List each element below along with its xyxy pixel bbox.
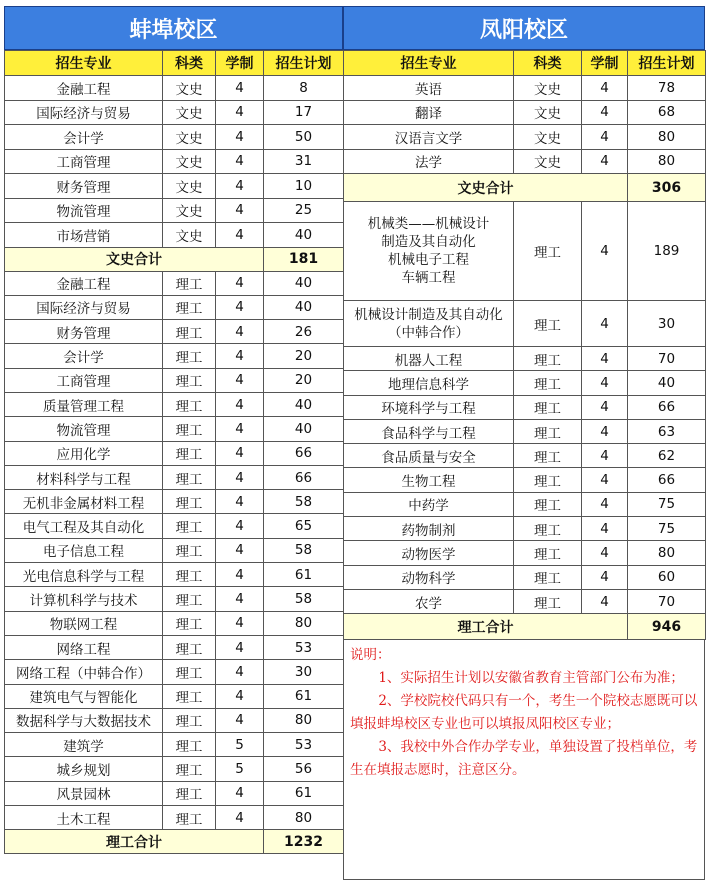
plan-cell: 75 — [628, 492, 706, 516]
table-row — [5, 611, 344, 635]
category-cell: 理工 — [163, 271, 216, 295]
years-cell: 4 — [582, 492, 628, 516]
years-cell: 4 — [216, 76, 264, 101]
years-cell: 4 — [216, 514, 264, 538]
arts-total-label: 文史合计 — [344, 174, 628, 202]
major-cell: 质量管理工程 — [5, 392, 163, 416]
plan-cell: 66 — [264, 441, 344, 465]
major-cell: 财务管理 — [5, 320, 163, 344]
category-cell: 理工 — [163, 465, 216, 489]
note-item: 1、实际招生计划以安徽省教育主管部门公布为准； — [378, 670, 684, 687]
category-cell: 理工 — [514, 347, 582, 371]
category-cell: 理工 — [514, 517, 582, 541]
years-cell: 4 — [216, 660, 264, 684]
major-cell: 风景园林 — [5, 781, 163, 805]
notes-heading: 说明： — [350, 647, 391, 664]
table-row — [344, 371, 706, 395]
arts-total-value: 306 — [628, 174, 706, 202]
plan-cell: 26 — [264, 320, 344, 344]
category-cell: 文史 — [163, 174, 216, 199]
category-cell: 文史 — [163, 198, 216, 223]
plan-cell: 20 — [264, 368, 344, 392]
category-cell: 理工 — [163, 781, 216, 805]
plan-cell: 31 — [264, 149, 344, 174]
bengbu-campus-panel — [4, 6, 343, 854]
table-row — [5, 125, 344, 150]
major-cell: 工商管理 — [5, 368, 163, 392]
category-cell: 理工 — [163, 806, 216, 830]
plan-cell: 40 — [264, 392, 344, 416]
table-row — [344, 419, 706, 443]
years-cell: 4 — [216, 174, 264, 199]
plan-cell: 80 — [628, 149, 706, 174]
years-cell: 4 — [216, 392, 264, 416]
plan-cell: 189 — [628, 202, 706, 301]
bengbu-campus-title: 蚌埠校区 — [4, 6, 343, 50]
sci-total-value: 946 — [628, 614, 706, 640]
category-cell: 理工 — [514, 589, 582, 613]
category-cell: 文史 — [514, 149, 582, 174]
major-cell: 建筑学 — [5, 733, 163, 757]
major-cell: 电气工程及其自动化 — [5, 514, 163, 538]
major-cell: 工商管理 — [5, 149, 163, 174]
table-row — [5, 514, 344, 538]
plan-cell: 80 — [264, 611, 344, 635]
table-row — [5, 295, 344, 319]
category-cell: 理工 — [163, 392, 216, 416]
table-row — [344, 202, 706, 301]
category-cell: 理工 — [163, 635, 216, 659]
category-cell: 理工 — [163, 344, 216, 368]
plan-cell: 75 — [628, 517, 706, 541]
years-cell: 4 — [216, 149, 264, 174]
years-cell: 4 — [582, 125, 628, 150]
category-cell: 文史 — [163, 149, 216, 174]
table-row — [5, 392, 344, 416]
category-cell: 理工 — [163, 320, 216, 344]
plan-cell: 61 — [264, 684, 344, 708]
major-cell: 地理信息科学 — [344, 371, 514, 395]
years-cell: 4 — [582, 468, 628, 492]
category-cell: 理工 — [163, 538, 216, 562]
plan-cell: 56 — [264, 757, 344, 781]
years-cell: 4 — [216, 587, 264, 611]
table-row — [344, 76, 706, 101]
col-header-plan: 招生计划 — [628, 51, 706, 76]
years-cell: 4 — [216, 635, 264, 659]
years-cell: 4 — [582, 100, 628, 125]
plan-cell: 80 — [628, 541, 706, 565]
major-cell: 物联网工程 — [5, 611, 163, 635]
category-cell: 理工 — [163, 660, 216, 684]
major-cell: 农学 — [344, 589, 514, 613]
category-cell: 文史 — [514, 76, 582, 101]
sci-total-value: 1232 — [264, 830, 344, 854]
major-cell: 中药学 — [344, 492, 514, 516]
table-row — [5, 441, 344, 465]
years-cell: 4 — [582, 541, 628, 565]
table-row — [5, 368, 344, 392]
plan-cell: 58 — [264, 538, 344, 562]
table-row — [5, 198, 344, 223]
category-cell: 文史 — [514, 100, 582, 125]
years-cell: 4 — [216, 684, 264, 708]
years-cell: 4 — [582, 149, 628, 174]
table-row — [5, 757, 344, 781]
table-row — [344, 100, 706, 125]
table-row — [5, 100, 344, 125]
table-row — [344, 589, 706, 613]
major-cell: 机械类——机械设计 制造及其自动化 机械电子工程 车辆工程 — [344, 202, 514, 301]
major-cell: 网络工程 — [5, 635, 163, 659]
plan-cell: 30 — [264, 660, 344, 684]
category-cell: 理工 — [163, 417, 216, 441]
plan-cell: 68 — [628, 100, 706, 125]
table-row — [5, 635, 344, 659]
fengyang-table — [343, 50, 706, 640]
table-row — [5, 781, 344, 805]
table-row — [5, 733, 344, 757]
major-cell: 数据科学与大数据技术 — [5, 708, 163, 732]
major-cell: 翻译 — [344, 100, 514, 125]
years-cell: 4 — [216, 563, 264, 587]
plan-cell: 40 — [264, 223, 344, 248]
category-cell: 理工 — [514, 565, 582, 589]
plan-cell: 50 — [264, 125, 344, 150]
table-row — [5, 806, 344, 830]
major-cell: 应用化学 — [5, 441, 163, 465]
table-row — [344, 565, 706, 589]
major-cell: 市场营销 — [5, 223, 163, 248]
table-row — [344, 468, 706, 492]
category-cell: 理工 — [514, 444, 582, 468]
category-cell: 文史 — [163, 76, 216, 101]
major-cell: 金融工程 — [5, 76, 163, 101]
category-cell: 理工 — [514, 395, 582, 419]
sci-total-label: 理工合计 — [344, 614, 628, 640]
table-row — [5, 271, 344, 295]
table-row — [5, 563, 344, 587]
col-header-category: 科类 — [514, 51, 582, 76]
years-cell: 4 — [582, 371, 628, 395]
major-cell: 物流管理 — [5, 417, 163, 441]
major-cell: 法学 — [344, 149, 514, 174]
years-cell: 4 — [582, 444, 628, 468]
years-cell: 4 — [216, 198, 264, 223]
table-row — [344, 395, 706, 419]
category-cell: 文史 — [163, 223, 216, 248]
col-header-years: 学制 — [216, 51, 264, 76]
category-cell: 理工 — [163, 295, 216, 319]
major-cell: 金融工程 — [5, 271, 163, 295]
plan-cell: 80 — [264, 708, 344, 732]
table-row — [344, 541, 706, 565]
major-cell: 国际经济与贸易 — [5, 295, 163, 319]
major-cell: 食品科学与工程 — [344, 419, 514, 443]
table-row — [5, 417, 344, 441]
years-cell: 4 — [216, 223, 264, 248]
major-cell: 土木工程 — [5, 806, 163, 830]
years-cell: 4 — [582, 395, 628, 419]
category-cell: 理工 — [163, 587, 216, 611]
table-row — [5, 174, 344, 199]
col-header-category: 科类 — [163, 51, 216, 76]
note-item: 2、学校院校代码只有一个，考生一个院校志愿既可以填报蚌埠校区专业也可以填报凤阳校区专业； — [350, 693, 698, 733]
category-cell: 理工 — [514, 202, 582, 301]
years-cell: 4 — [216, 368, 264, 392]
category-cell: 文史 — [163, 100, 216, 125]
years-cell: 4 — [216, 441, 264, 465]
table-row — [344, 444, 706, 468]
plan-cell: 60 — [628, 565, 706, 589]
plan-cell: 20 — [264, 344, 344, 368]
category-cell: 理工 — [163, 708, 216, 732]
years-cell: 4 — [216, 271, 264, 295]
col-header-years: 学制 — [582, 51, 628, 76]
plan-cell: 17 — [264, 100, 344, 125]
years-cell: 4 — [582, 419, 628, 443]
plan-cell: 66 — [264, 465, 344, 489]
major-cell: 机器人工程 — [344, 347, 514, 371]
plan-cell: 65 — [264, 514, 344, 538]
category-cell: 理工 — [163, 684, 216, 708]
years-cell: 4 — [216, 611, 264, 635]
years-cell: 4 — [216, 320, 264, 344]
years-cell: 4 — [582, 565, 628, 589]
category-cell: 理工 — [163, 757, 216, 781]
category-cell: 理工 — [163, 733, 216, 757]
table-row — [5, 587, 344, 611]
major-cell: 会计学 — [5, 344, 163, 368]
plan-cell: 70 — [628, 589, 706, 613]
table-row — [5, 490, 344, 514]
plan-cell: 53 — [264, 635, 344, 659]
plan-cell: 58 — [264, 490, 344, 514]
plan-cell: 53 — [264, 733, 344, 757]
major-cell: 网络工程（中韩合作） — [5, 660, 163, 684]
category-cell: 理工 — [163, 490, 216, 514]
major-cell: 动物科学 — [344, 565, 514, 589]
years-cell: 4 — [216, 781, 264, 805]
major-cell: 动物医学 — [344, 541, 514, 565]
table-row — [344, 125, 706, 150]
category-cell: 理工 — [514, 419, 582, 443]
category-cell: 理工 — [163, 611, 216, 635]
plan-cell: 40 — [264, 271, 344, 295]
plan-cell: 80 — [264, 806, 344, 830]
plan-cell: 61 — [264, 781, 344, 805]
table-row — [344, 149, 706, 174]
plan-cell: 80 — [628, 125, 706, 150]
years-cell: 4 — [582, 301, 628, 347]
years-cell: 4 — [582, 202, 628, 301]
category-cell: 文史 — [163, 125, 216, 150]
category-cell: 理工 — [163, 441, 216, 465]
sci-total-label: 理工合计 — [5, 830, 264, 854]
major-cell: 生物工程 — [344, 468, 514, 492]
table-row — [344, 301, 706, 347]
years-cell: 4 — [216, 344, 264, 368]
plan-cell: 58 — [264, 587, 344, 611]
plan-cell: 25 — [264, 198, 344, 223]
years-cell: 4 — [216, 806, 264, 830]
notes — [343, 640, 705, 880]
years-cell: 4 — [216, 708, 264, 732]
major-cell: 材料科学与工程 — [5, 465, 163, 489]
table-row — [5, 76, 344, 101]
plan-cell: 40 — [264, 295, 344, 319]
category-cell: 理工 — [514, 371, 582, 395]
plan-cell: 61 — [264, 563, 344, 587]
major-cell: 食品质量与安全 — [344, 444, 514, 468]
arts-total-label: 文史合计 — [5, 247, 264, 271]
years-cell: 4 — [582, 517, 628, 541]
plan-cell: 40 — [264, 417, 344, 441]
years-cell: 4 — [216, 295, 264, 319]
plan-cell: 66 — [628, 395, 706, 419]
table-row — [344, 492, 706, 516]
major-cell: 环境科学与工程 — [344, 395, 514, 419]
years-cell: 4 — [582, 76, 628, 101]
years-cell: 4 — [582, 589, 628, 613]
major-cell: 光电信息科学与工程 — [5, 563, 163, 587]
years-cell: 4 — [216, 538, 264, 562]
arts-total-value: 181 — [264, 247, 344, 271]
years-cell: 5 — [216, 757, 264, 781]
fengyang-campus-panel — [343, 6, 705, 880]
major-cell: 财务管理 — [5, 174, 163, 199]
category-cell: 文史 — [514, 125, 582, 150]
major-cell: 无机非金属材料工程 — [5, 490, 163, 514]
years-cell: 4 — [216, 465, 264, 489]
major-cell: 药物制剂 — [344, 517, 514, 541]
major-cell: 汉语言文学 — [344, 125, 514, 150]
major-cell: 英语 — [344, 76, 514, 101]
category-cell: 理工 — [514, 492, 582, 516]
major-cell: 计算机科学与技术 — [5, 587, 163, 611]
major-cell: 国际经济与贸易 — [5, 100, 163, 125]
major-cell: 物流管理 — [5, 198, 163, 223]
years-cell: 4 — [216, 100, 264, 125]
major-cell: 城乡规划 — [5, 757, 163, 781]
fengyang-campus-title: 凤阳校区 — [343, 6, 705, 50]
table-row — [5, 320, 344, 344]
plan-cell: 63 — [628, 419, 706, 443]
plan-cell: 30 — [628, 301, 706, 347]
table-row — [5, 708, 344, 732]
plan-cell: 66 — [628, 468, 706, 492]
table-row — [5, 684, 344, 708]
category-cell: 理工 — [514, 541, 582, 565]
col-header-major: 招生专业 — [344, 51, 514, 76]
category-cell: 理工 — [514, 468, 582, 492]
plan-cell: 10 — [264, 174, 344, 199]
years-cell: 5 — [216, 733, 264, 757]
table-row — [5, 223, 344, 248]
plan-cell: 70 — [628, 347, 706, 371]
years-cell: 4 — [216, 417, 264, 441]
table-row — [5, 465, 344, 489]
major-cell: 建筑电气与智能化 — [5, 684, 163, 708]
years-cell: 4 — [216, 125, 264, 150]
bengbu-table — [4, 50, 344, 854]
table-row — [5, 660, 344, 684]
major-cell: 会计学 — [5, 125, 163, 150]
table-row — [344, 347, 706, 371]
note-item: 3、我校中外合作办学专业，单独设置了投档单位，考生在填报志愿时，注意区分。 — [350, 739, 698, 779]
table-row — [5, 149, 344, 174]
years-cell: 4 — [216, 490, 264, 514]
category-cell: 理工 — [163, 563, 216, 587]
plan-cell: 62 — [628, 444, 706, 468]
category-cell: 理工 — [163, 368, 216, 392]
plan-cell: 40 — [628, 371, 706, 395]
category-cell: 理工 — [514, 301, 582, 347]
category-cell: 理工 — [163, 514, 216, 538]
table-row — [344, 517, 706, 541]
plan-cell: 8 — [264, 76, 344, 101]
col-header-plan: 招生计划 — [264, 51, 344, 76]
col-header-major: 招生专业 — [5, 51, 163, 76]
major-cell: 电子信息工程 — [5, 538, 163, 562]
table-row — [5, 344, 344, 368]
plan-cell: 78 — [628, 76, 706, 101]
table-row — [5, 538, 344, 562]
years-cell: 4 — [582, 347, 628, 371]
major-cell: 机械设计制造及其自动化 （中韩合作） — [344, 301, 514, 347]
